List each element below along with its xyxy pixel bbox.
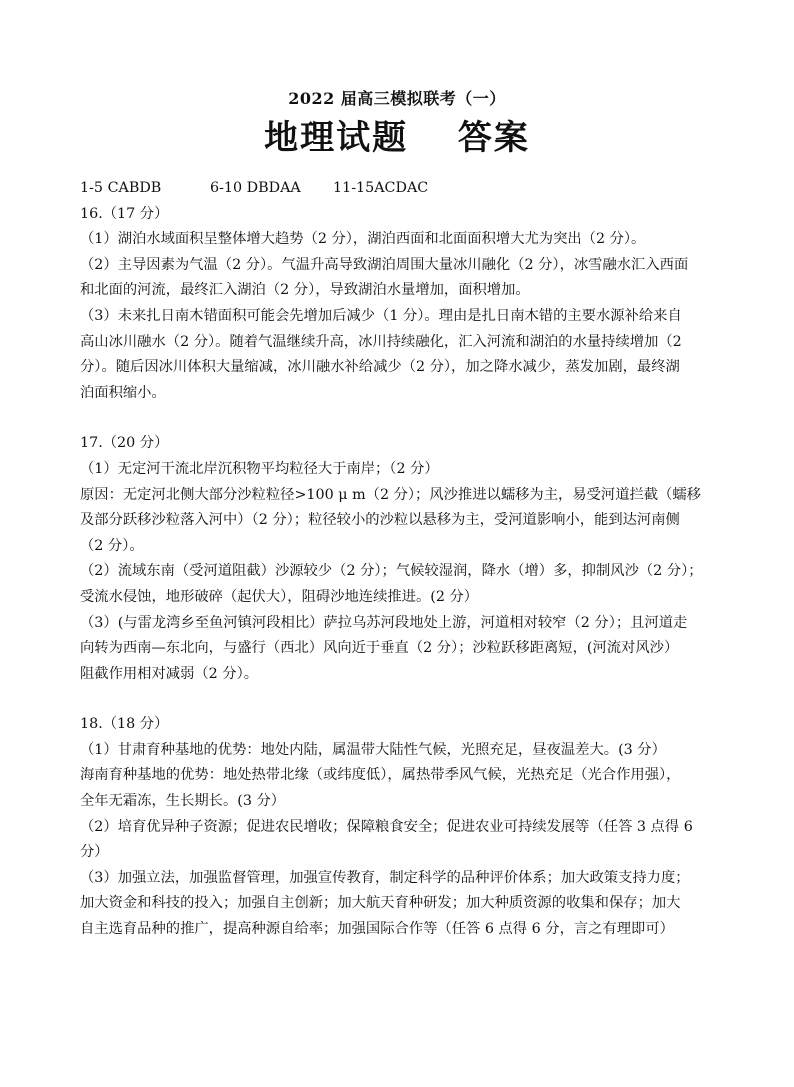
q18-line: 分） (80, 844, 109, 861)
section-gap (80, 406, 720, 431)
q18-line: （2）培育优异种子资源；促进农民增收；保障粮食安全；促进农业可持续发展等（任答 3 点得 6 (80, 818, 693, 835)
q18-line: （3）加强立法，加强监督管理，加强宣传教育，制定科学的品种评价体系；加大政策支持力度； (80, 869, 690, 886)
answers-6-10: 6-10 DBDAA (210, 180, 301, 196)
q18-line: 自主选育品种的推广，提高种源自给率；加强国际合作等（任答 6 点得 6 分，言之有理即可） (80, 921, 674, 938)
q17-line: （3）(与雷龙湾乡至鱼河镇河段相比）萨拉乌苏河段地处上游，河道相对较窄（2 分）；且河道走 (80, 614, 688, 631)
answers-1-5: 1-5 CABDB (80, 180, 162, 196)
q16-line: 泊面积缩小。 (80, 384, 166, 401)
q16-line: （1）湖泊水域面积呈整体增大趋势（2 分），湖泊西面和北面面积增大尤为突出（2 分）。 (80, 231, 646, 248)
q17-line: 及部分跃移沙粒落入河中）（2 分）；粒径较小的沙粒以悬移为主，受河道影响小，能到达河南侧 (80, 512, 680, 529)
q17-line: 向转为西南—东北向，与盛行（西北）风向近于垂直（2 分）；沙粒跃移距离短，(河流对风沙） (80, 640, 679, 657)
q16-line: （2）主导因素为气温（2 分）。气温升高导致湖泊周围大量冰川融化（2 分），冰雪融水汇入西面 (80, 256, 689, 273)
q17-line: 原因：无定河北侧大部分沙粒粒径>100 μ m（2 分）；风沙推进以蠕移为主，易受河道拦截（蠕移 (80, 486, 701, 503)
q17-line: （2）流域东南（受河道阻截）沙源较少（2 分）；气候较湿润，降水（增）多，抑制风沙（2 分）； (80, 563, 703, 580)
q18-line: 全年无霜冻，生长期长。(3 分） (80, 793, 286, 810)
answer-content (80, 176, 720, 943)
multiple-choice-answers (80, 176, 720, 202)
q18-line: 加大资金和科技的投入；加强自主创新；加大航天育种研发；加大种质资源的收集和保存；加大 (80, 895, 681, 912)
section-gap (80, 687, 720, 712)
q17-heading: 17.（20 分） (80, 435, 169, 452)
q18-line: （1）甘肃育种基地的优势：地处内陆，属温带大陆性气候，光照充足，昼夜温差大。(3 分） (80, 741, 666, 758)
q18-line: 海南育种基地的优势：地处热带北缘（或纬度低），属热带季风气候，光热充足（光合作用强）， (80, 767, 681, 784)
q16-line: 高山冰川融水（2 分）。随着气温继续升高，冰川持续融化，汇入河流和湖泊的水量持续增加（2 (80, 333, 682, 350)
exam-subtitle: 2022 届高三模拟联考（一） (288, 89, 506, 108)
answers-11-15: 11-15ACDAC (333, 180, 429, 196)
q16-line: （3）未来扎日南木错面积可能会先增加后减少（1 分）。理由是扎日南木错的主要水源补给来自 (80, 307, 682, 324)
q17-line: 阻截作用相对减弱（2 分）。 (80, 665, 259, 682)
q16-line: 和北面的河流，最终汇入湖泊（2 分），导致湖泊水量增加，面积增加。 (80, 282, 530, 299)
q17-line: 受流水侵蚀，地形破碎（起伏大），阻碍沙地连续推进。(2 分） (80, 588, 479, 605)
q16-line: 分）。随后因冰川体积大量缩减，冰川融水补给减少（2 分），加之降水减少，蒸发加剧，最终湖 (80, 359, 680, 376)
q17-line: （2 分）。 (80, 537, 144, 554)
q17-line: （1）无定河干流北岸沉积物平均粒径大于南岸；（2 分） (80, 460, 439, 477)
q16-heading: 16.（17 分） (80, 205, 169, 222)
page-title: 地理试题 答案 (264, 118, 530, 158)
q18-heading: 18.（18 分） (80, 716, 169, 733)
